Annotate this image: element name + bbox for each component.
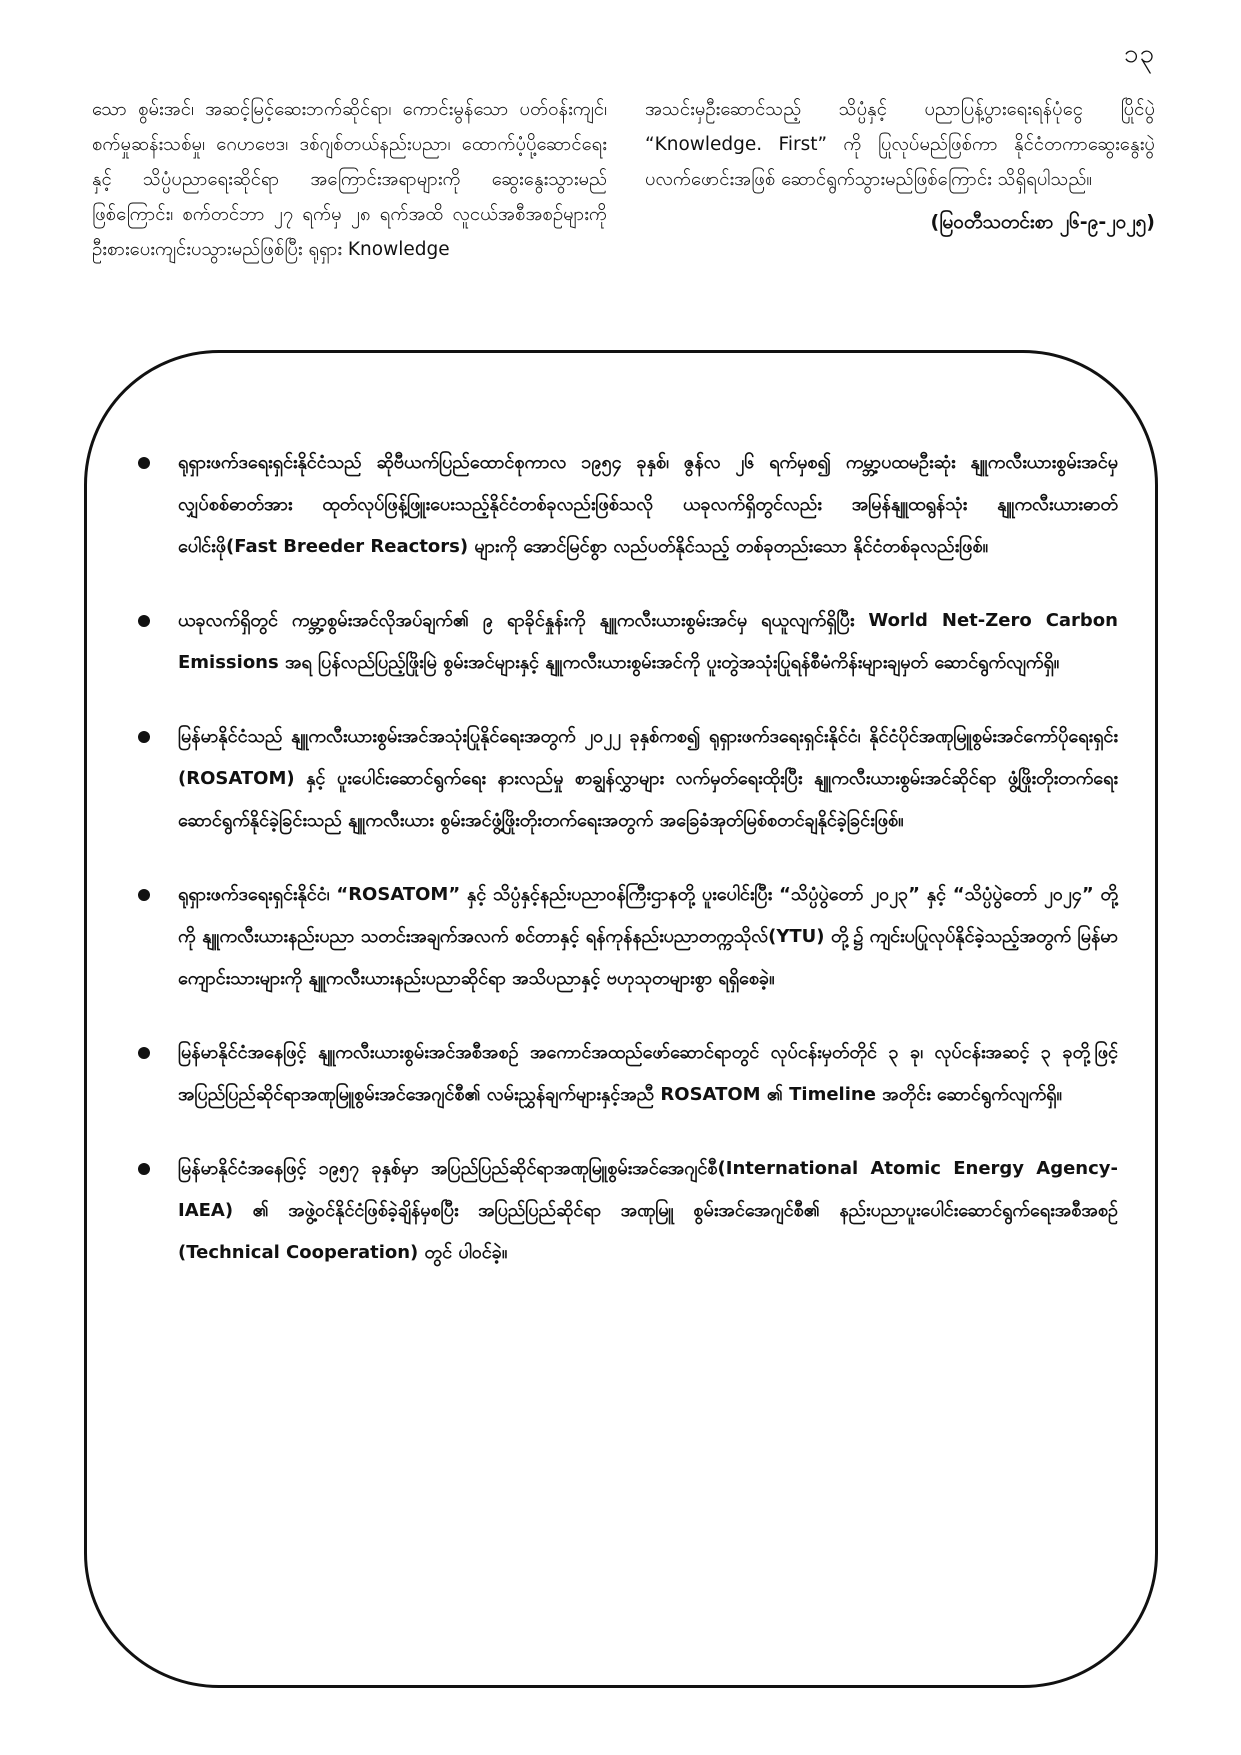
list-item bbox=[138, 442, 1118, 568]
article-column-right bbox=[645, 92, 1155, 240]
list-item-text: မြန်မာနိုင်ငံသည် နျူကလီးယားစွမ်းအင်အသုံးပြုနိုင်ရေးအတွက် ၂၀၂၂ ခုနှစ်ကစ၍ ရုရှားဖက်ဒရေးရှင်းနိုင်ငံ၊ နိုင်ငံပိုင်အဏုမြူစွမ်းအင်ကော်ပိုရေးရှင်း (ROSATOM) နှင့် ပူးပေါင်းဆောင်ရွက်ရေး နားလည်မှု စာချွန်လွှာများ လက်မှတ်ရေးထိုးပြီး နျူကလီးယားစွမ်းအင်ဆိုင်ရာ ဖွံ့ဖြိုးတိုးတက်ရေး ဆောင်ရွက်နိုင်ခဲ့ခြင်းသည် နျူကလီးယား စွမ်းအင်ဖွံ့ဖြိုးတိုးတက်ရေးအတွက် အခြေခံအုတ်မြစ်စတင်ချနိုင်ခဲ့ခြင်းဖြစ်။ bbox=[178, 726, 1118, 831]
list-item-text: မြန်မာနိုင်ငံအနေဖြင့် ၁၉၅၇ ခုနှစ်မှာ အပြည်ပြည်ဆိုင်ရာအဏုမြူစွမ်းအင်အေဂျင်စီ(International Atomic Energy Agency-IAEA) ၏ အဖွဲ့ဝင်နိုင်ငံဖြစ်ခဲ့ချိန်မှစပြီး အပြည်ပြည်ဆိုင်ရာ အဏုမြူ စွမ်းအင်အေဂျင်စီ၏ နည်းပညာပူးပေါင်းဆောင်ရွက်ရေးအစီအစဉ် (Technical Cooperation) တွင် ပါဝင်ခဲ့။ bbox=[178, 1158, 1118, 1263]
bullet-icon bbox=[138, 731, 150, 743]
list-item bbox=[138, 716, 1118, 842]
list-item-text: ရုရှားဖက်ဒရေးရှင်းနိုင်ငံသည် ဆိုဗီယက်ပြည်ထောင်စုကာလ ၁၉၅၄ ခုနှစ်၊ ဇွန်လ ၂၆ ရက်မှစ၍ ကမ္ဘာ့ပထမဦးဆုံး နျူကလီးယားစွမ်းအင်မှ လျှပ်စစ်ဓာတ်အား ထုတ်လုပ်ဖြန့်ဖြူးပေးသည့်နိုင်ငံတစ်ခုလည်းဖြစ်သလို ယခုလက်ရှိတွင်လည်း အမြန်နျူထရွန်သုံး နျူကလီးယားဓာတ်ပေါင်းဖို(Fast Breeder Reactors) များကို အောင်မြင်စွာ လည်ပတ်နိုင်သည့် တစ်ခုတည်းသော နိုင်ငံတစ်ခုလည်းဖြစ်။ bbox=[178, 452, 1118, 557]
bullet-icon bbox=[138, 457, 150, 469]
article-right-text: အသင်းမှဦးဆောင်သည့် သိပ္ပံနှင့် ပညာပြန့်ပွားရေးရန်ပုံငွေ ပြိုင်ပွဲ “Knowledge. First” ကို ပြုလုပ်မည်ဖြစ်ကာ နိုင်ငံတကာဆွေးနွေးပွဲ ပလက်ဖောင်းအဖြစ် ဆောင်ရွက်သွားမည်ဖြစ်ကြောင်း သိရှိရပါသည်။ bbox=[645, 99, 1155, 190]
list-item bbox=[138, 1032, 1118, 1116]
bullet-icon bbox=[138, 1163, 150, 1175]
list-item bbox=[138, 874, 1118, 1000]
list-item bbox=[138, 1148, 1118, 1274]
list-item bbox=[138, 600, 1118, 684]
article-left-text: သော စွမ်းအင်၊ အဆင့်မြင့်ဆေးဘက်ဆိုင်ရာ၊ ကောင်းမွန်သော ပတ်ဝန်းကျင်၊ စက်မှုဆန်းသစ်မှု၊ ဂေဟဗေဒ၊ ဒစ်ဂျစ်တယ်နည်းပညာ၊ ထောက်ပံ့ပို့ဆောင်ရေးနှင့် သိပ္ပံပညာရေးဆိုင်ရာ အကြောင်းအရာများကို ဆွေးနွေးသွားမည်ဖြစ်ကြောင်း၊ စက်တင်ဘာ ၂၇ ရက်မှ ၂၈ ရက်အထိ လူငယ်အစီအစဉ်များကို ဦးစားပေးကျင်းပသွားမည်ဖြစ်ပြီး ရုရှား Knowledge bbox=[92, 99, 607, 260]
list-item-text: မြန်မာနိုင်ငံအနေဖြင့် နျူကလီးယားစွမ်းအင်အစီအစဉ် အကောင်အထည်ဖော်ဆောင်ရာတွင် လုပ်ငန်းမှတ်တိုင် ၃ ခု၊ လုပ်ငန်းအဆင့် ၃ ခုတို့ဖြင့် အပြည်ပြည်ဆိုင်ရာအဏုမြူစွမ်းအင်အေဂျင်စီ၏ လမ်းညွှန်ချက်များနှင့်အညီ ROSATOM ၏ Timeline အတိုင်း ဆောင်ရွက်လျက်ရှိ။ bbox=[178, 1042, 1118, 1105]
bullet-icon bbox=[138, 889, 150, 901]
list-item-text: ယခုလက်ရှိတွင် ကမ္ဘာ့စွမ်းအင်လိုအပ်ချက်၏ ၉ ရာခိုင်နှုန်းကို နျူကလီးယားစွမ်းအင်မှ ရယူလျက်ရှိပြီး World Net-Zero Carbon Emissions အရ ပြန်လည်ပြည့်ဖြိုးမြဲ စွမ်းအင်များနှင့် နျူကလီးယားစွမ်းအင်ကို ပူးတွဲအသုံးပြုရန်စီမံကိန်းများချမှတ် ဆောင်ရွက်လျက်ရှိ။ bbox=[178, 610, 1118, 673]
highlights-list bbox=[138, 442, 1118, 1306]
bullet-icon bbox=[138, 615, 150, 627]
page-number: ၁၃ bbox=[1123, 39, 1155, 69]
bullet-icon bbox=[138, 1047, 150, 1059]
list-item-text: ရုရှားဖက်ဒရေးရှင်းနိုင်ငံ၊ “ROSATOM” နှင့် သိပ္ပံနှင့်နည်းပညာဝန်ကြီးဌာနတို့ ပူးပေါင်းပြီး “သိပ္ပံပွဲတော် ၂၀၂၃” နှင့် “သိပ္ပံပွဲတော် ၂၀၂၄” တို့ကို နျူကလီးယားနည်းပညာ သတင်းအချက်အလက် စင်တာနှင့် ရန်ကုန်နည်းပညာတက္ကသိုလ်(YTU) တို့၌ ကျင်းပပြုလုပ်နိုင်ခဲ့သည့်အတွက် မြန်မာကျောင်းသားများကို နျူကလီးယားနည်းပညာဆိုင်ရာ အသိပညာနှင့် ဗဟုသုတများစွာ ရရှိစေခဲ့။ bbox=[178, 884, 1118, 989]
article-source: (မြဝတီသတင်းစာ ၂၆-၉-၂၀၂၅) bbox=[930, 211, 1155, 233]
article-column-left bbox=[92, 92, 607, 267]
